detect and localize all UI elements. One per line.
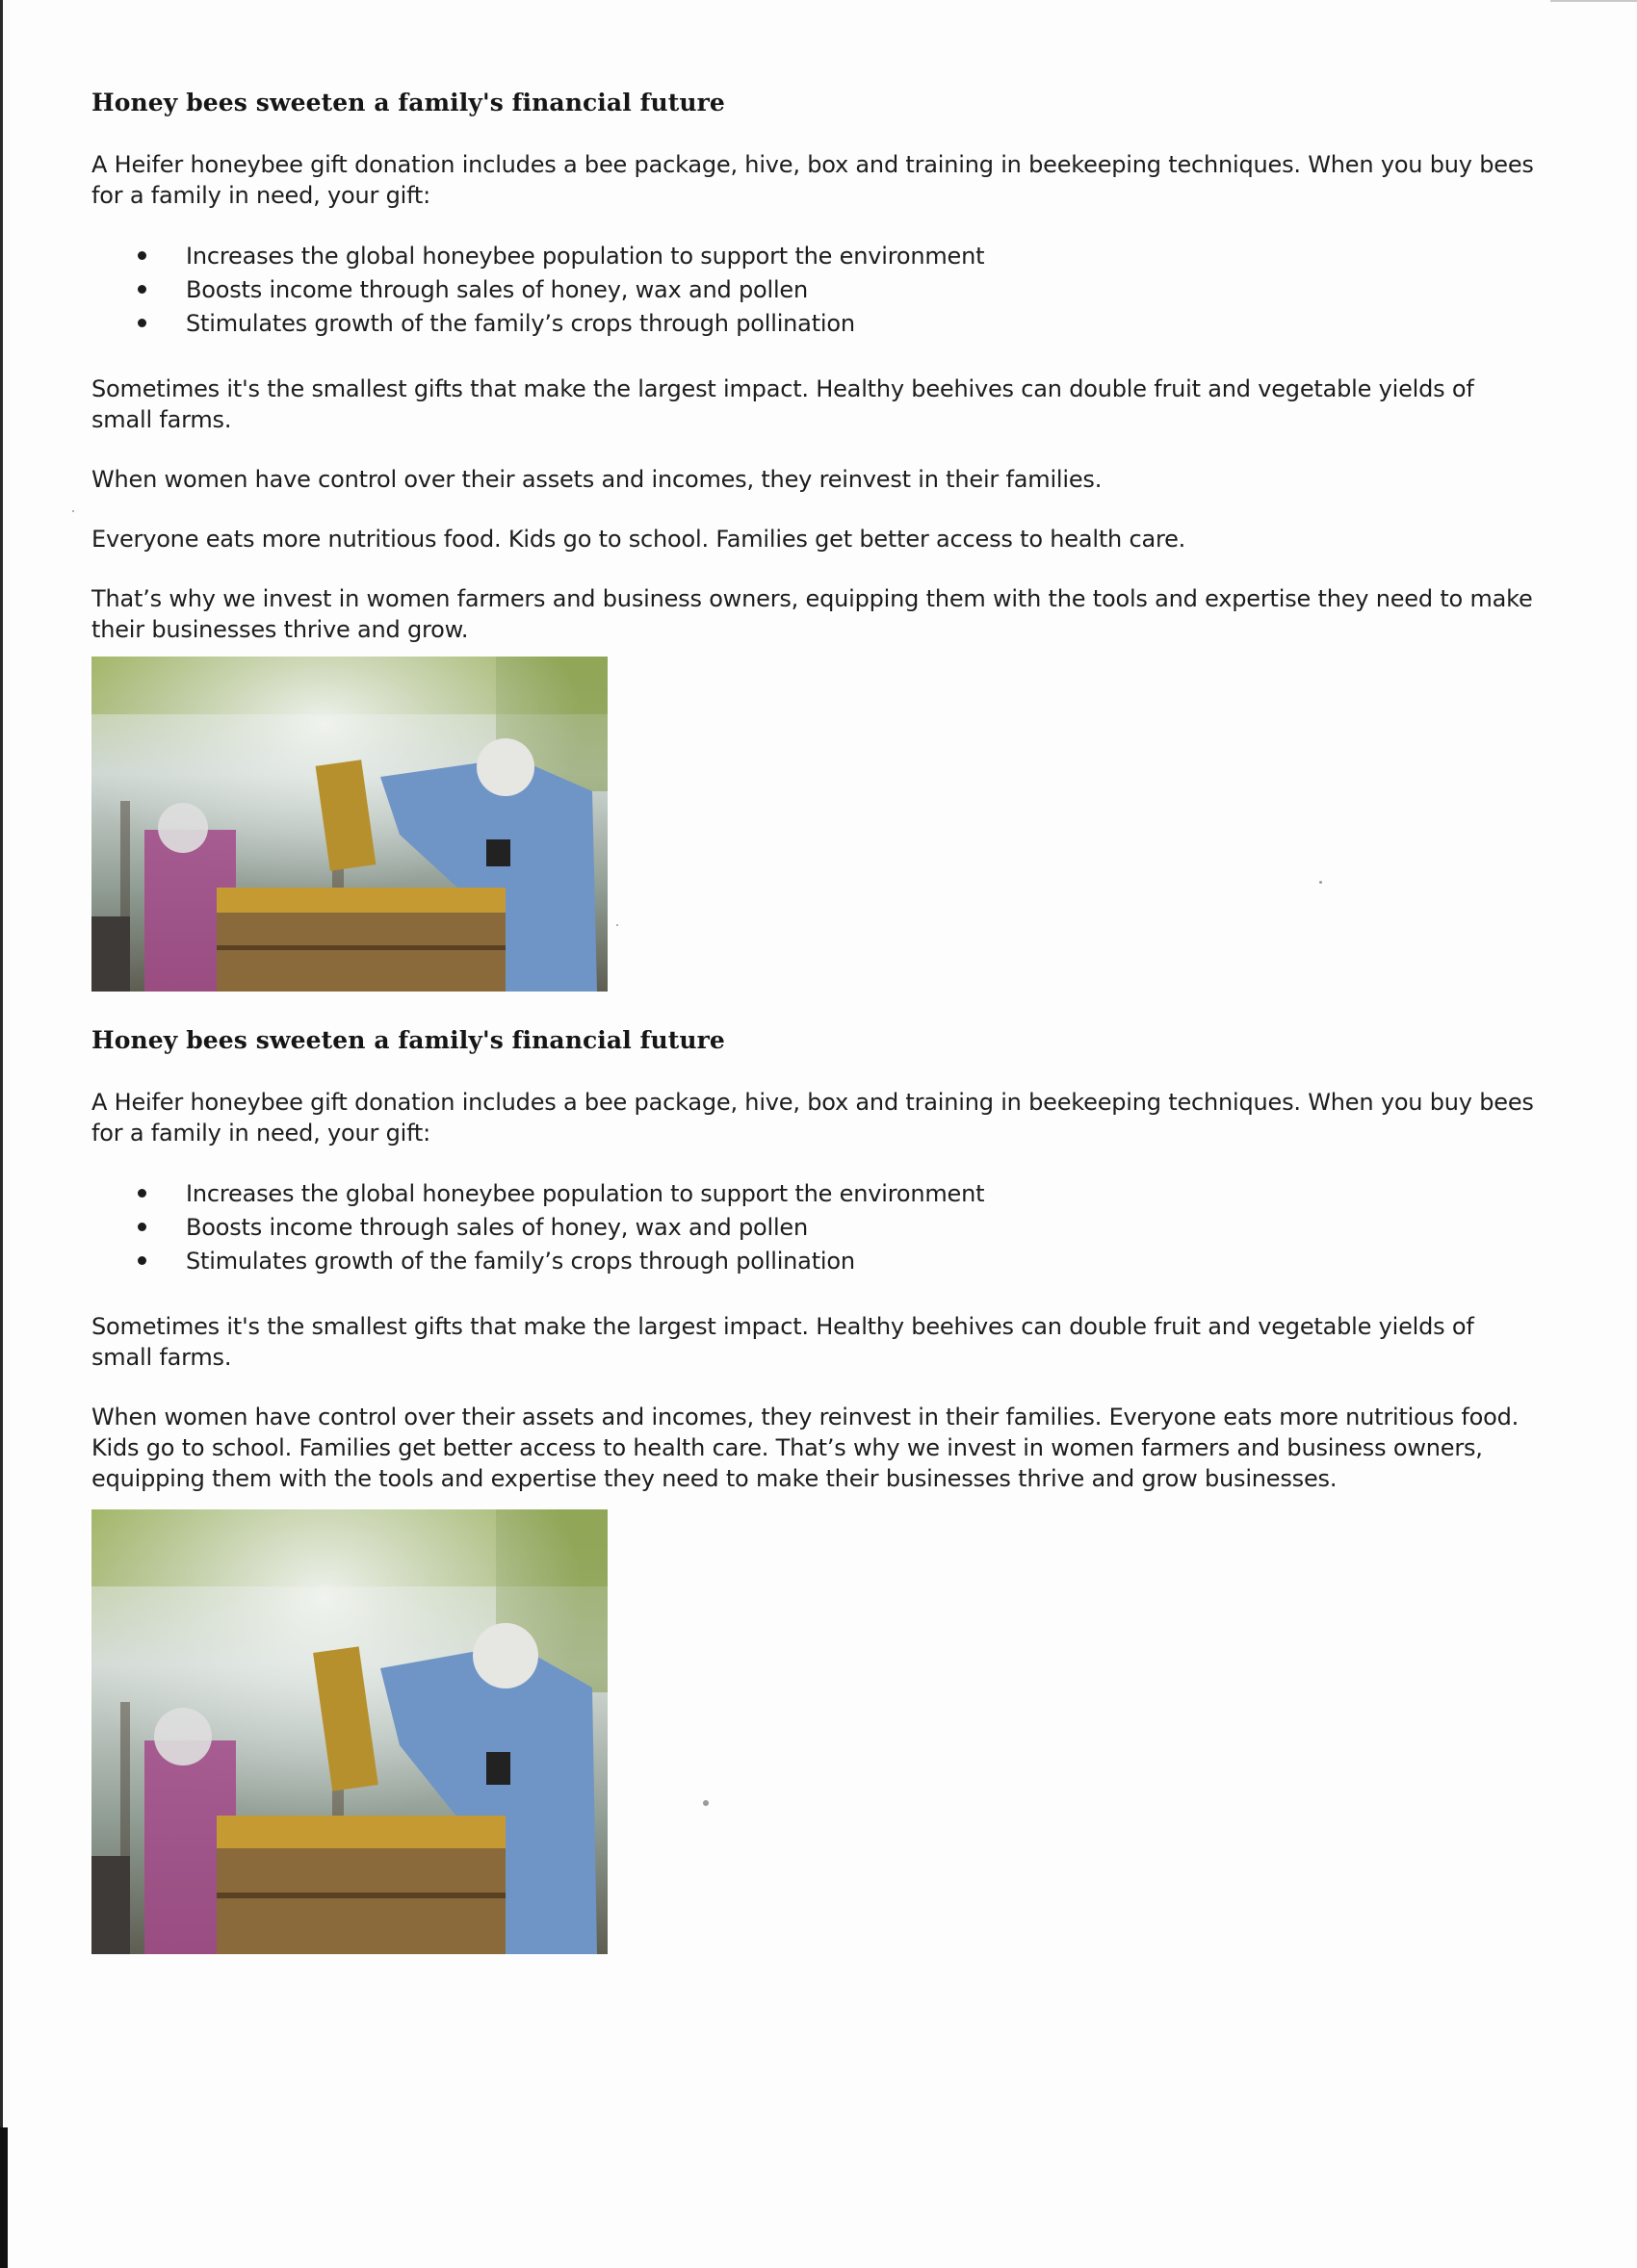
list-item xyxy=(138,1211,1536,1245)
list-item-text: Stimulates growth of the family’s crops through pollination xyxy=(186,1248,855,1275)
list-item-text: Increases the global honeybee population to support the environment xyxy=(186,243,985,270)
scan-mark-top xyxy=(1550,0,1637,2)
list-item xyxy=(138,307,1536,341)
body-paragraph: Sometimes it's the smallest gifts that make the largest impact. Healthy beehives can double fruit and vegetable yields of small farms. xyxy=(91,1313,1474,1371)
bullet-icon xyxy=(138,251,146,260)
benefit-list xyxy=(91,240,1536,341)
body-paragraph: Sometimes it's the smallest gifts that make the largest impact. Healthy beehives can double fruit and vegetable yields of small farms. xyxy=(91,375,1474,433)
list-item xyxy=(138,1177,1536,1211)
scan-edge xyxy=(0,0,3,2268)
bullet-icon xyxy=(138,1189,146,1198)
bullet-icon xyxy=(138,285,146,294)
benefit-list xyxy=(91,1177,1536,1278)
article-section xyxy=(91,1026,1536,1954)
list-item xyxy=(138,273,1536,307)
scan-speck xyxy=(616,924,618,926)
scan-mark xyxy=(0,2127,8,2268)
bullet-icon xyxy=(138,1223,146,1231)
list-item-text: Boosts income through sales of honey, wax and pollen xyxy=(186,1214,808,1241)
scan-speck xyxy=(72,510,74,512)
list-item xyxy=(138,1245,1536,1278)
list-item-text: Stimulates growth of the family’s crops through pollination xyxy=(186,310,855,337)
intro-paragraph: A Heifer honeybee gift donation includes a bee package, hive, box and training in beekeeping techniques. When you buy bees for a family in need, your gift: xyxy=(91,1089,1534,1147)
section-heading: Honey bees sweeten a family's financial future xyxy=(91,1026,725,1054)
bullet-icon xyxy=(138,319,146,327)
body-paragraph: When women have control over their assets and incomes, they reinvest in their families. Everyone eats more nutritious food. Kids go to school. Families get better access to health care. That’s why we invest in women farmers and business owners, equipping them with the tools and expertise they need to make their businesses thrive and grow businesses. xyxy=(91,1404,1520,1492)
intro-paragraph: A Heifer honeybee gift donation includes a bee package, hive, box and training in beekeeping techniques. When you buy bees for a family in need, your gift: xyxy=(91,151,1534,209)
list-item-text: Increases the global honeybee population to support the environment xyxy=(186,1180,985,1207)
bullet-icon xyxy=(138,1256,146,1265)
beekeepers-photo xyxy=(91,657,608,992)
scan-speck xyxy=(1319,881,1322,884)
list-item-text: Boosts income through sales of honey, wax and pollen xyxy=(186,276,808,303)
body-paragraph: Everyone eats more nutritious food. Kids go to school. Families get better access to health care. xyxy=(91,526,1186,553)
section-heading: Honey bees sweeten a family's financial future xyxy=(91,89,725,116)
article-section xyxy=(91,89,1536,992)
body-paragraph: That’s why we invest in women farmers and business owners, equipping them with the tools and expertise they need to make their businesses thrive and grow. xyxy=(91,585,1533,643)
scan-speck xyxy=(703,1800,709,1806)
body-paragraph: When women have control over their assets and incomes, they reinvest in their families. xyxy=(91,466,1103,493)
list-item xyxy=(138,240,1536,273)
beekeepers-photo xyxy=(91,1509,608,1954)
